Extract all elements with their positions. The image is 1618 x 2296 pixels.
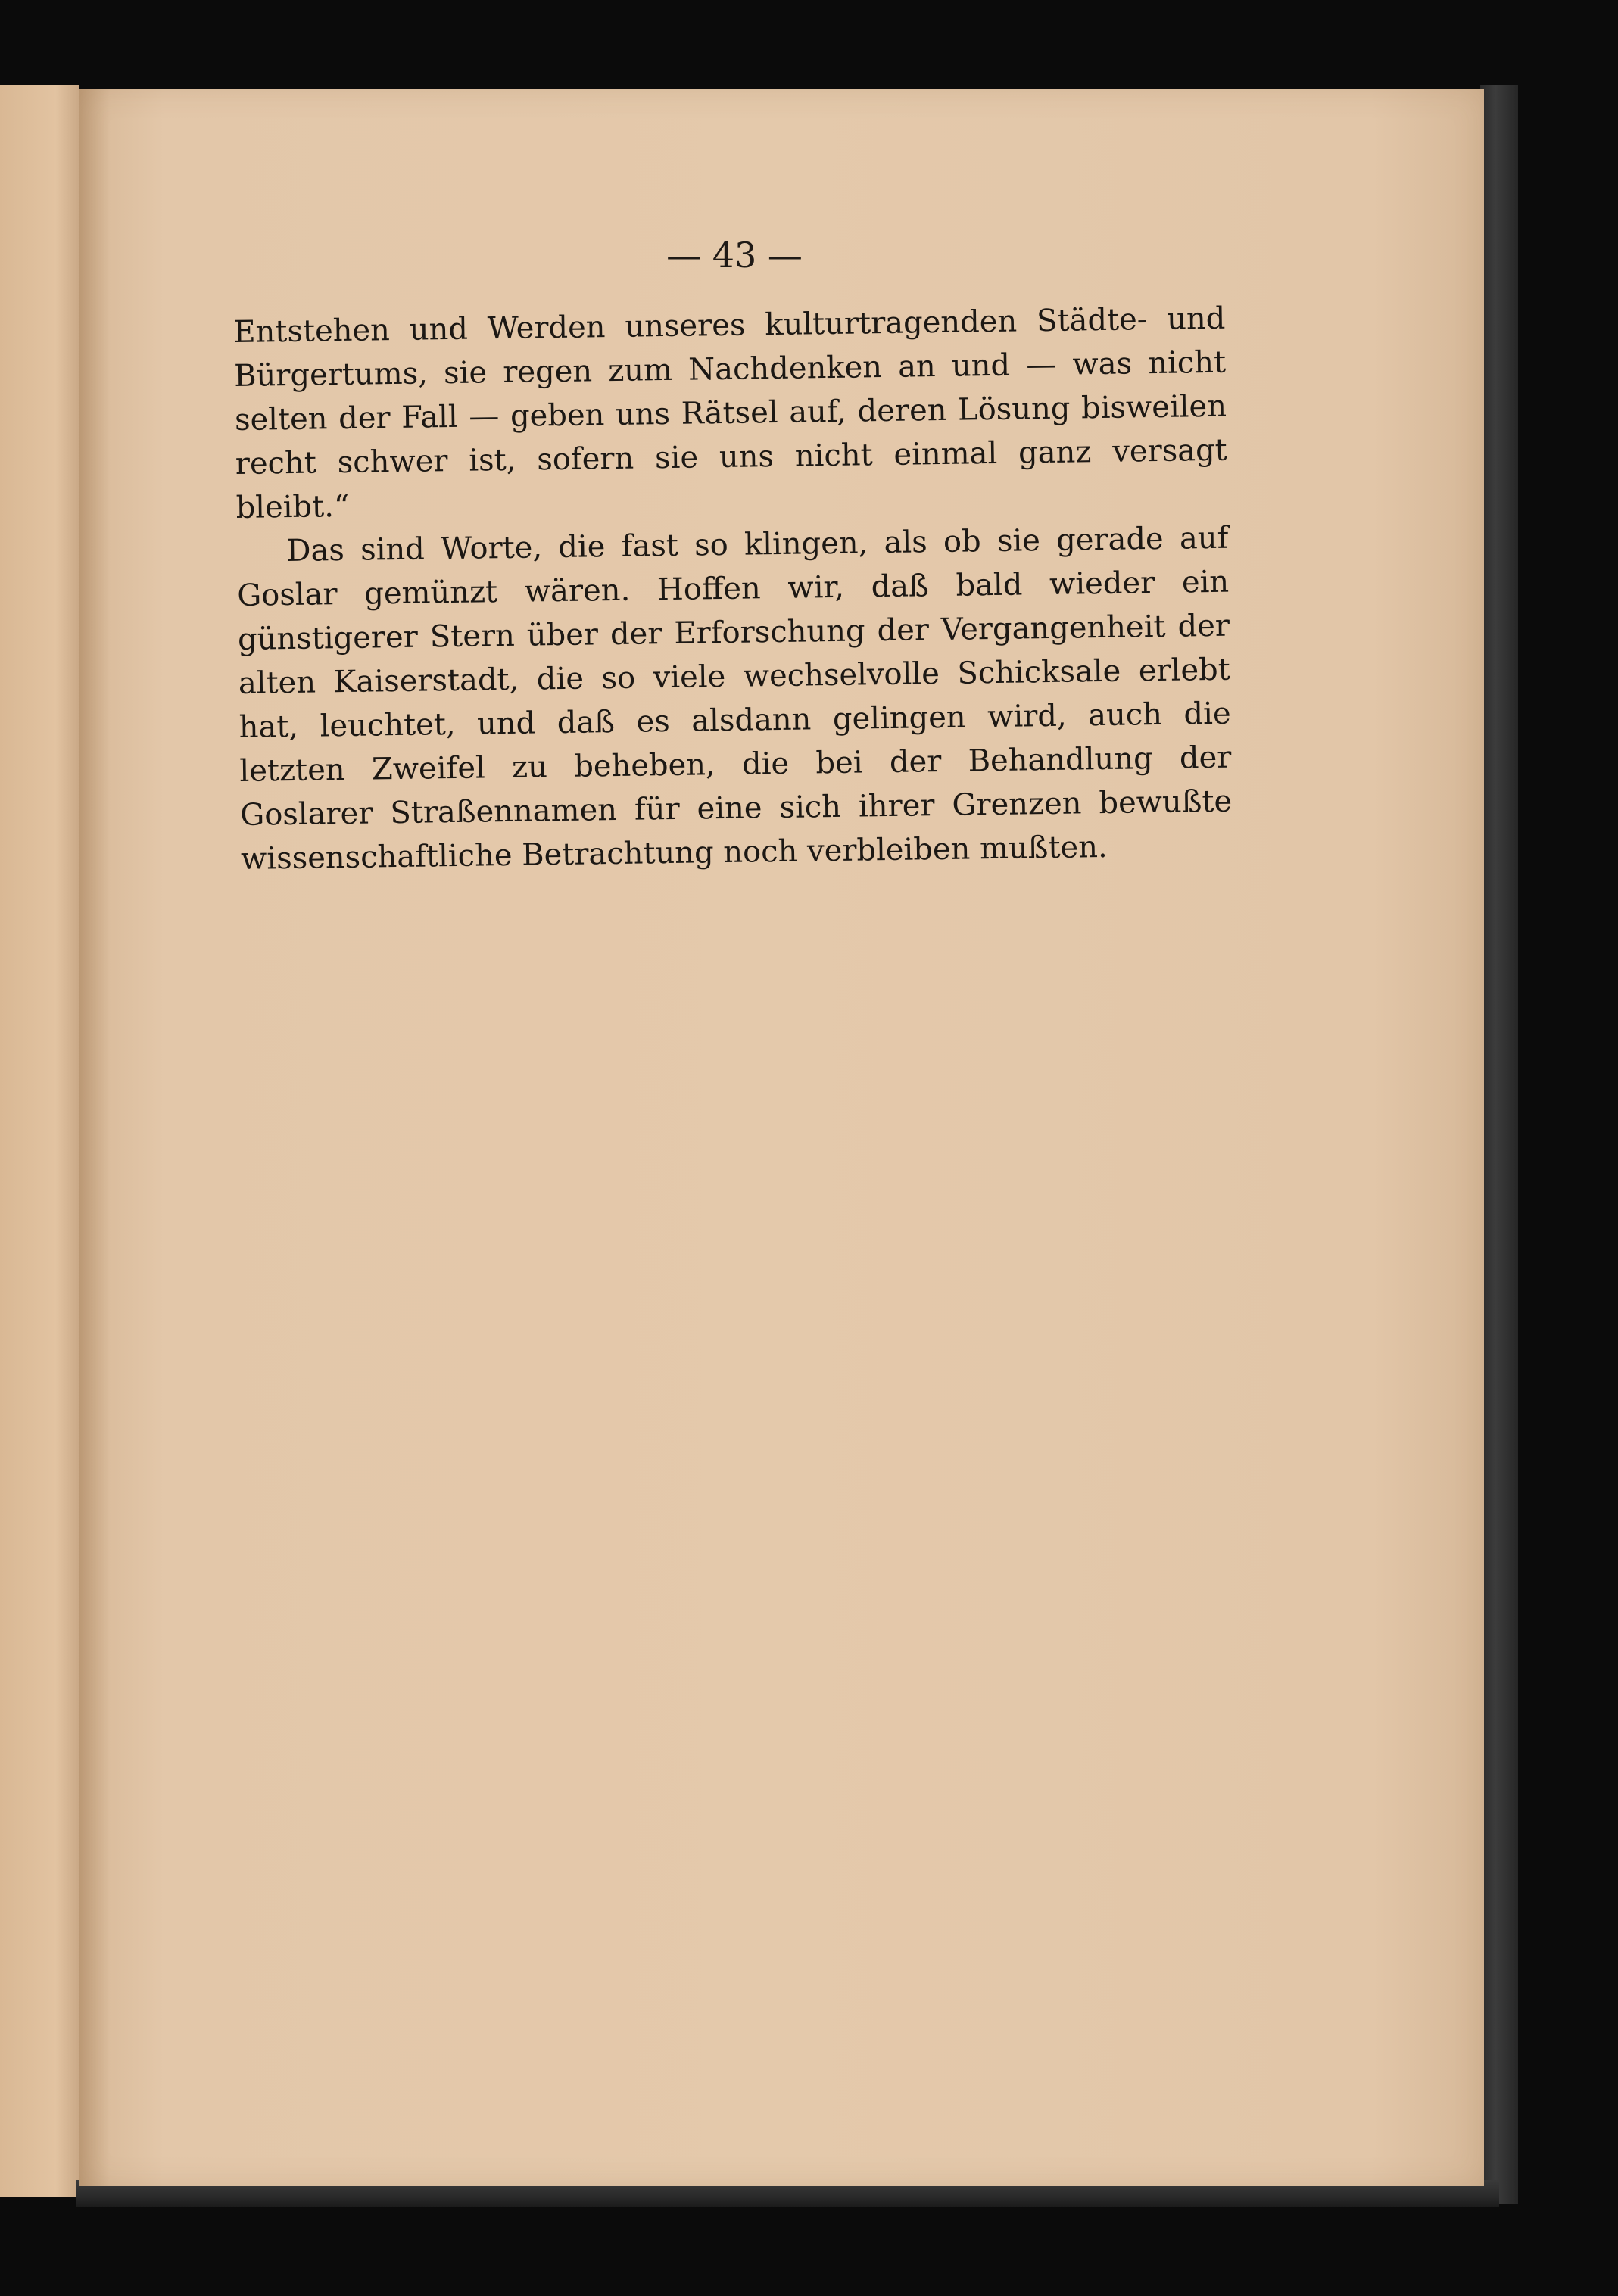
left-page-edge: [0, 85, 79, 2197]
body-text: [233, 297, 1233, 881]
book-cover-right-edge: [1480, 85, 1518, 2204]
paragraph-2: Das sind Worte, die fast so klingen, als ob sie gerade auf Goslar gemünzt wären. Hoffen wir, daß bald wieder ein günstigerer Stern über der Erforschung der Vergangenheit der alten Kaiserstadt, die so viele wechselvolle Schicksale erlebt hat, leuchtet, und daß es alsdann gelingen wird, auch die letzten Zweifel zu beheben, die bei der Behandlung der Goslarer Straßennamen für eine sich ihrer Grenzen bewußte wissenschaftliche Betrachtung noch verbleiben mußten.: [236, 520, 1233, 877]
page-number: — 43 —: [666, 235, 803, 276]
page-gutter-shadow: [79, 89, 110, 2186]
paragraph-1: Entstehen und Werden unseres kulturtragenden Städte- und Bürgertums, sie regen zum Nachdenken an und — was nicht selten der Fall — geben uns Rätsel auf, deren Lösung bisweilen recht schwer ist, sofern sie uns nicht einmal ganz versagt bleibt.“: [233, 301, 1228, 525]
